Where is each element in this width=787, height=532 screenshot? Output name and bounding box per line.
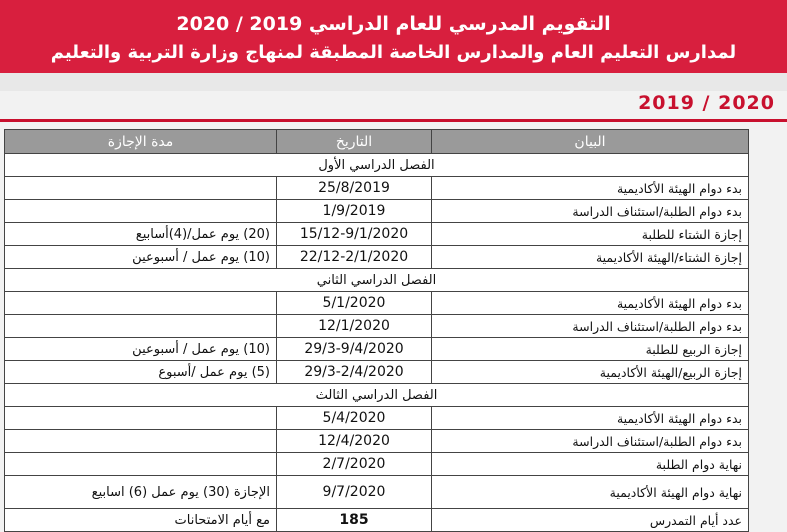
row-desc: إجازة الشتاء/الهيئة الأكاديمية (432, 246, 749, 269)
table-row (5, 476, 749, 509)
table-header-row (5, 130, 749, 154)
row-duration (5, 430, 277, 453)
year-label: 2019 / 2020 (638, 92, 775, 114)
row-date: 12/4/2020 (277, 430, 432, 453)
title-banner (0, 0, 787, 73)
row-duration (5, 292, 277, 315)
row-date: 29/3-2/4/2020 (277, 361, 432, 384)
column-header-statement: البيان (432, 130, 749, 154)
table-row (5, 361, 749, 384)
table-row (5, 315, 749, 338)
table-row (5, 430, 749, 453)
table-row (5, 338, 749, 361)
row-date: 1/9/2019 (277, 200, 432, 223)
row-duration (5, 177, 277, 200)
row-desc: بدء دوام الهيئة الأكاديمية (432, 292, 749, 315)
row-duration: (10) يوم عمل / أسبوعين (5, 246, 277, 269)
row-date: 12/1/2020 (277, 315, 432, 338)
row-desc: نهاية دوام الطلبة (432, 453, 749, 476)
row-date: 2/7/2020 (277, 453, 432, 476)
row-date: 15/12-9/1/2020 (277, 223, 432, 246)
row-duration: (20) يوم عمل/(4)أسابيع (5, 223, 277, 246)
semester-3-title: الفصل الدراسي الثالث (5, 384, 749, 407)
table-row (5, 453, 749, 476)
row-date: 5/1/2020 (277, 292, 432, 315)
column-header-date: التاريخ (277, 130, 432, 154)
row-duration (5, 407, 277, 430)
row-desc: بدء دوام الهيئة الأكاديمية (432, 407, 749, 430)
section-row (5, 269, 749, 292)
table-row (5, 177, 749, 200)
row-desc: إجازة الربيع/الهيئة الأكاديمية (432, 361, 749, 384)
calendar-table (4, 129, 749, 532)
row-desc: بدء دوام الهيئة الأكاديمية (432, 177, 749, 200)
banner-gap (0, 73, 787, 91)
table-row (5, 246, 749, 269)
row-desc: بدء دوام الطلبة/استئناف الدراسة (432, 200, 749, 223)
table-row (5, 223, 749, 246)
section-row (5, 154, 749, 177)
row-duration: (10) يوم عمل / أسبوعين (5, 338, 277, 361)
section-row (5, 384, 749, 407)
row-duration (5, 453, 277, 476)
total-note: مع أيام الامتحانات (5, 509, 277, 532)
row-duration (5, 315, 277, 338)
row-desc: بدء دوام الطلبة/استئناف الدراسة (432, 430, 749, 453)
total-value: 185 (277, 509, 432, 532)
table-row (5, 200, 749, 223)
row-duration (5, 200, 277, 223)
total-desc: عدد أيام التمدرس (432, 509, 749, 532)
semester-1-title: الفصل الدراسي الأول (5, 154, 749, 177)
semester-2-title: الفصل الدراسي الثاني (5, 269, 749, 292)
row-date: 29/3-9/4/2020 (277, 338, 432, 361)
row-duration: الإجازة (30) يوم عمل (6) اسابيع (5, 476, 277, 509)
row-date: 22/12-2/1/2020 (277, 246, 432, 269)
row-desc: بدء دوام الطلبة/استئناف الدراسة (432, 315, 749, 338)
row-desc: إجازة الشتاء للطلبة (432, 223, 749, 246)
table-row (5, 292, 749, 315)
calendar-title: التقويم المدرسي للعام الدراسي 2019 / 2020 (176, 13, 611, 35)
row-date: 25/8/2019 (277, 177, 432, 200)
year-divider (0, 119, 787, 122)
row-date: 9/7/2020 (277, 476, 432, 509)
row-duration: (5) يوم عمل /أسبوع (5, 361, 277, 384)
column-header-duration: مدة الإجازة (5, 130, 277, 154)
table-row (5, 407, 749, 430)
calendar-subtitle: لمدارس التعليم العام والمدارس الخاصة المطبقة لمنهاج وزارة التربية والتعليم (50, 42, 737, 63)
row-desc: نهاية دوام الهيئة الأكاديمية (432, 476, 749, 509)
row-date: 5/4/2020 (277, 407, 432, 430)
row-desc: إجازة الربيع للطلبة (432, 338, 749, 361)
